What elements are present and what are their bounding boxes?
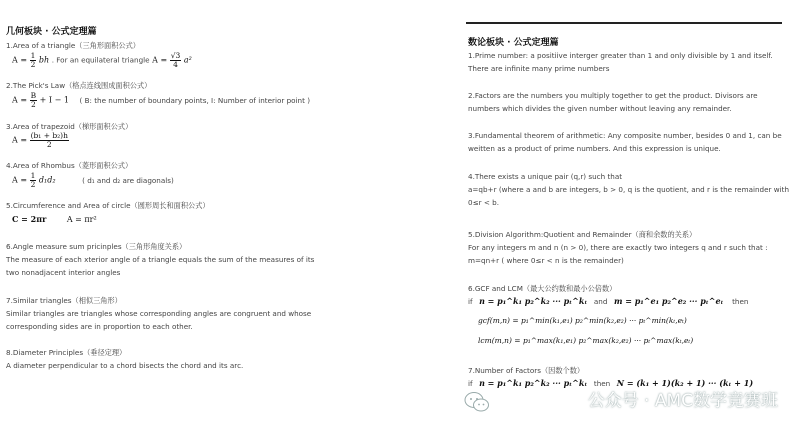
triangle-area-label: 1.Area of a triangle（三角形面积公式）: [6, 41, 140, 50]
number-of-factors-label: 7.Number of Factors（因数个数）: [468, 366, 585, 375]
division-text-2: For any integers m and n (n > 0), there are exactly two integers q and r such that :: [468, 243, 768, 252]
angle-sum-text-1: The measure of each xterior angle of a triangle equals the sum of the measures of its: [6, 255, 315, 264]
similar-triangles-label: 7.Similar triangles（相似三角形）: [6, 296, 122, 305]
gcf-formula: gcf(m,n) = p₁^min(k₁,e₁) p₂^min(k₂,e₂) ··· pₜ^min(kₜ,eₜ): [478, 316, 687, 325]
unique-pair-text-3: 0≤r < b.: [468, 198, 499, 207]
rhombus-area-label: 4.Area of Rhombus（菱形面积公式）: [6, 161, 133, 170]
circle-label: 5.Circumference and Area of circle（圆形周长和面积公式）: [6, 201, 210, 210]
lcm-formula: lcm(m,n) = p₁^max(k₁,e₁) p₂^max(k₂,e₂) ··· pₜ^max(kₜ,eₜ): [478, 336, 694, 345]
angle-sum-label: 6.Angle measure sum pricinples（三角形角度关系）: [6, 242, 187, 251]
unique-pair-text-2: a=qb+r (where a and b are integers, b > 0, q is the quotient, and r is the remainder with: [468, 185, 790, 194]
picks-law-formula: A = $\frac{B}{2}$ + I − 1 ( B: the number of boundary points, I: Number of interior point ): [12, 91, 311, 109]
circle-formula: C = 2πr A = πr²: [12, 214, 97, 224]
number-theory-title: 数论板块 · 公式定理篇: [468, 38, 559, 48]
number-of-factors-formula: if n = p₁^k₁ p₂^k₂ ··· pₜ^kₜ then N = (k₁ + 1)(k₂ + 1) ··· (kₜ + 1): [468, 378, 754, 388]
similar-triangles-text-2: corresponding sides are in proportion to each other.: [6, 322, 193, 331]
triangle-area-formula: A = $\frac{1}{2}$ bh . For an equilateral triangle A = $\frac{√3}{4}$ a²: [12, 51, 192, 69]
diameter-label: 8.Diameter Principles（垂径定理）: [6, 348, 127, 357]
wechat-icon: [464, 391, 490, 413]
factors-text-2: numbers which divides the given number without leaving any remainder.: [468, 104, 732, 113]
gcf-lcm-label: 6.GCF and LCM（最大公约数和最小公倍数）: [468, 284, 617, 293]
rhombus-area-formula: A = $\frac{1}{2}$ d₁d₂ ( d₁ and d₂ are diagonals): [12, 171, 174, 189]
prime-text-1: 1.Prime number: a positiive interger greater than 1 and only divisible by 1 and itself.: [468, 51, 773, 60]
prime-text-2: There are infinite many prime numbers: [468, 64, 610, 73]
header-rule: [466, 22, 782, 24]
similar-triangles-text-1: Similar triangles are triangles whose corresponding angles are congruent and whose: [6, 309, 312, 318]
factors-text-1: 2.Factors are the numbers you multiply together to get the product. Divisors are: [468, 91, 758, 100]
unique-pair-text-1: 4.There exists a unique pair (q,r) such that: [468, 172, 623, 181]
fundamental-text-2: weitten as a product of prime numbers. And this expression is unique.: [468, 144, 721, 153]
trapezoid-area-formula: A = $\frac{\text{(b₁ + b₂)h}}{2}$: [12, 131, 68, 149]
division-text-1: 5.Division Algorithm:Quotient and Remainder（商和余数的关系）: [468, 230, 697, 239]
gcf-lcm-definition: if n = p₁^k₁ p₂^k₂ ··· pₜ^kₜ and m = p₁^e₁ p₂^e₂ ··· pₜ^eₜ then: [468, 296, 749, 306]
angle-sum-text-2: two nonadjacent interior angles: [6, 268, 121, 277]
geometry-title: 几何板块 · 公式定理篇: [6, 27, 97, 37]
picks-law-label: 2.The Pick's Law（格点连线围成面积公式）: [6, 81, 152, 90]
diameter-text: A diameter perpendicular to a chord bisects the chord and its arc.: [6, 361, 244, 370]
division-text-3: m=qn+r ( where 0≤r < n is the remainder): [468, 256, 624, 265]
trapezoid-area-label: 3.Area of trapezoid（梯形面积公式）: [6, 122, 133, 131]
watermark: 公众号 · AMC数学竞赛班: [587, 391, 778, 411]
fundamental-text-1: 3.Fundamental theorem of arithmetic: Any composite number, besides 0 and 1, can be: [468, 131, 782, 140]
